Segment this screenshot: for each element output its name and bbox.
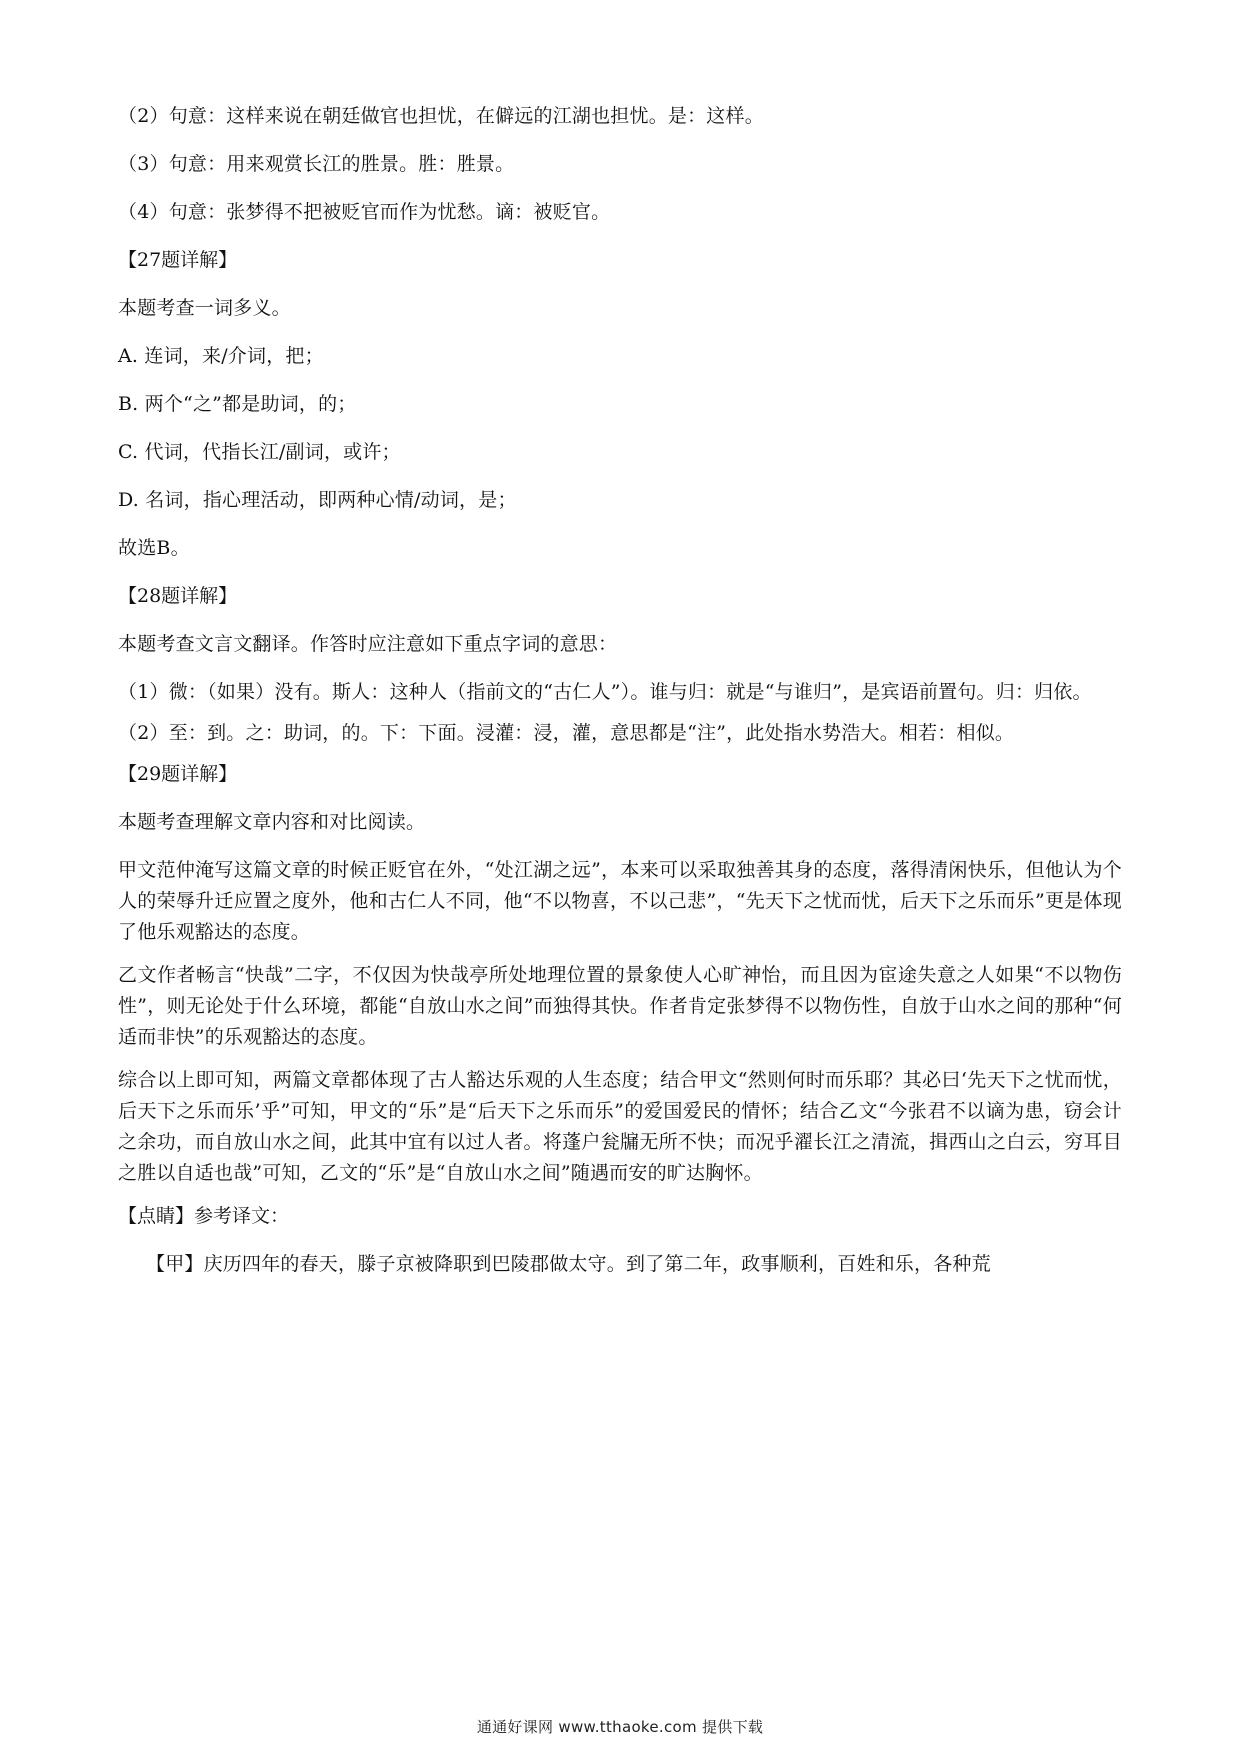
text-line: （4）句意：张梦得不把被贬官而作为忧愁。谪：被贬官。	[118, 201, 611, 223]
text-line: （3）句意：用来观赏长江的胜景。胜：胜景。	[118, 153, 515, 175]
section-heading-27: 【27题详解】	[118, 249, 238, 271]
option-c: C. 代词，代指长江/副词，或许；	[118, 441, 401, 463]
paragraph: 【甲】庆历四年的春天，滕子京被降职到巴陵郡做太守。到了第二年，政事顺利，百姓和乐，各种荒	[146, 1253, 991, 1275]
text-line: 本题考查理解文章内容和对比阅读。	[118, 811, 426, 833]
text-line: （2）句意：这样来说在朝廷做官也担忧，在僻远的江湖也担忧。是：这样。	[118, 105, 764, 127]
paragraph: （2）至：到。之：助词，的。下：下面。浸灌：浸，灌，意思都是“注”，此处指水势浩大。相若：相似。	[118, 722, 1015, 744]
paragraph: 乙文作者畅言“快哉”二字，不仅因为快哉亭所处地理位置的景象使人心旷神怡，而且因为宦途失意之人如果“不以物伤性”，则无论处于什么环境，都能“自放山水之间”而独得其快。作者肯定张梦得不以物伤性，自放于山水之间的那种“何适而非快”的乐观豁达的态度。	[118, 964, 1122, 1048]
page-footer: 通通好课网 www.tthaoke.com 提供下载	[476, 1718, 764, 1736]
text-line: 本题考查文言文翻译。作答时应注意如下重点字词的意思：	[118, 633, 618, 655]
option-b: B. 两个“之”都是助词，的；	[118, 393, 357, 415]
paragraph: 甲文范仲淹写这篇文章的时候正贬官在外，“处江湖之远”，本来可以采取独善其身的态度，落得清闲快乐，但他认为个人的荣辱升迁应置之度外，他和古仁人不同，他“不以物喜，不以己悲”，“先天下之忧而忧，后天下之乐而乐”更是体现了他乐观豁达的态度。	[118, 859, 1122, 943]
paragraph: （1）微：（如果）没有。斯人：这种人（指前文的“古仁人”）。谁与归：就是“与谁归”，是宾语前置句。归：归依。	[118, 681, 1092, 703]
dianjing-heading: 【点睛】参考译文：	[118, 1205, 290, 1227]
document-body	[118, 101, 1122, 1297]
option-d: D. 名词，指心理活动，即两种心情/动词，是；	[118, 489, 517, 511]
paragraph: 综合以上即可知，两篇文章都体现了古人豁达乐观的人生态度；结合甲文“然则何时而乐耶？其必曰‘先天下之忧而忧，后天下之乐而乐’乎”可知，甲文的“乐”是“后天下之乐而乐”的爱国爱民的情怀；结合乙文“今张君不以谪为患，窃会计之余功，而自放山水之间，此其中宜有以过人者。将蓬户瓮牖无所不快；而况乎濯长江之清流，揖西山之白云，穷耳目之胜以自适也哉”可知，乙文的“乐”是“自放山水之间”随遇而安的旷达胸怀。	[118, 1069, 1122, 1184]
text-line: 本题考查一词多义。	[118, 297, 291, 319]
option-a: A. 连词，来/介词，把；	[118, 345, 324, 367]
answer-line: 故选B。	[118, 537, 190, 559]
section-heading-28: 【28题详解】	[118, 585, 238, 607]
section-heading-29: 【29题详解】	[118, 763, 238, 785]
